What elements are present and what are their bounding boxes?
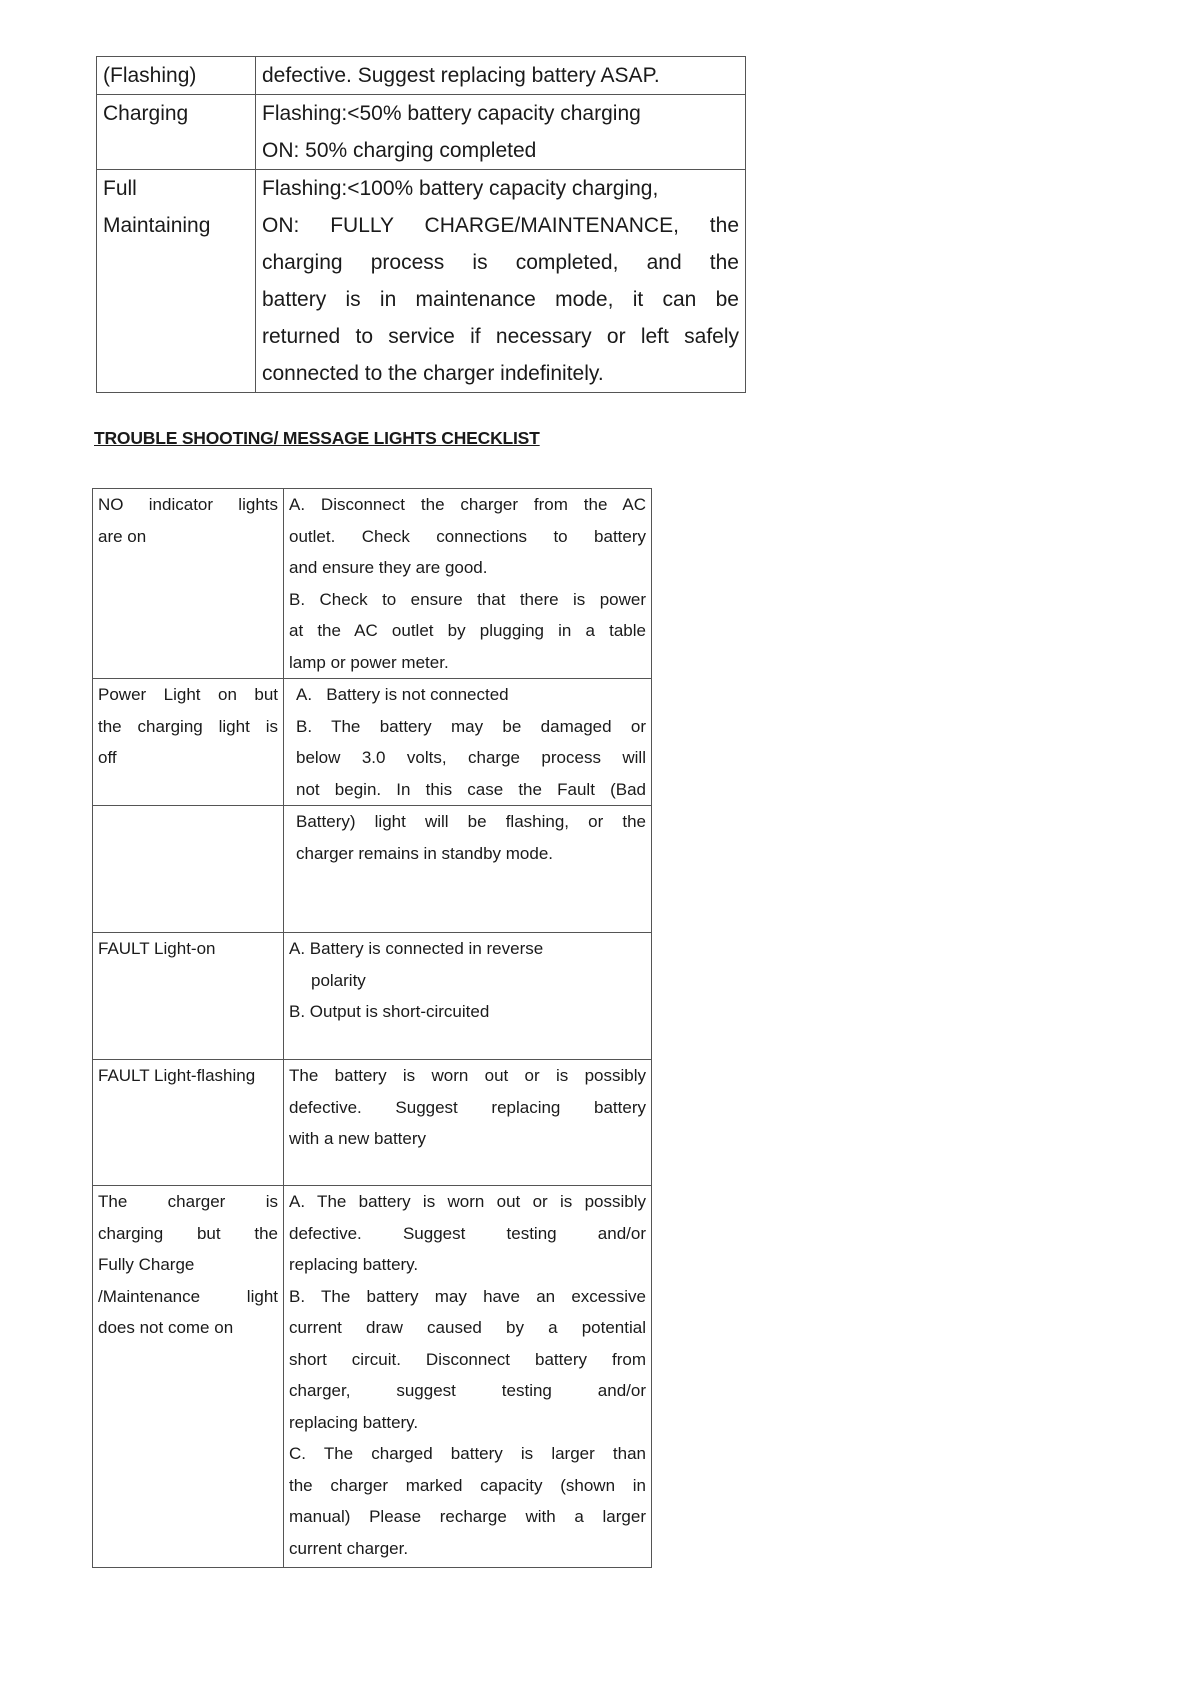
cell-text: A. Disconnect the charger from the AC [289, 495, 646, 514]
cell-text: with a new battery [289, 1129, 427, 1148]
cell-text: FAULT Light-on [98, 939, 216, 958]
cell-text: Flashing:<50% battery capacity charging [262, 102, 641, 125]
cell-text: Maintaining [103, 214, 211, 237]
cell-text: Fully Charge [98, 1255, 195, 1274]
table-row [93, 933, 652, 1060]
cell-text: FAULT Light-flashing [98, 1066, 256, 1085]
status-label-cell [97, 95, 256, 170]
remedy-cell [284, 679, 652, 806]
cell-text: lamp or power meter. [289, 652, 449, 672]
cell-text: short circuit. Disconnect battery from [289, 1349, 646, 1369]
cell-text: the charging light is [98, 716, 278, 736]
cell-text: charger remains in standby mode. [296, 843, 554, 863]
status-description-cell [256, 57, 746, 95]
cell-text: replacing battery. [289, 1412, 419, 1432]
cell-text: at the AC outlet by plugging in a table [289, 621, 646, 640]
indicator-status-table [96, 56, 746, 393]
cell-text: A. The battery is worn out or is possibly [289, 1192, 646, 1211]
cell-text: B. The battery may have an excessive [289, 1286, 646, 1306]
cell-text: Power Light on but [98, 685, 278, 704]
cell-text: current draw caused by a potential [289, 1318, 646, 1337]
cell-text: A. Battery is not connected [296, 685, 509, 704]
cell-text: battery is in maintenance mode, it can be [262, 288, 739, 311]
troubleshooting-table [92, 488, 652, 1568]
cell-text: returned to service if necessary or left safely [262, 325, 739, 348]
table-row [97, 170, 746, 393]
table-row [93, 806, 652, 933]
cell-text: the charger marked capacity (shown in [289, 1475, 646, 1495]
remedy-cell [284, 1186, 652, 1568]
cell-text: current charger. [289, 1538, 409, 1558]
status-label-cell [97, 170, 256, 393]
symptom-cell [93, 933, 284, 1060]
cell-text: B. Output is short-circuited [289, 1002, 490, 1021]
cell-text: B. Check to ensure that there is power [289, 589, 646, 609]
remedy-cell [284, 933, 652, 1060]
remedy-cell [284, 489, 652, 679]
cell-text: manual) Please recharge with a larger [289, 1507, 646, 1526]
cell-text: does not come on [98, 1318, 234, 1337]
remedy-cell [284, 1060, 652, 1186]
cell-text: ON: 50% charging completed [262, 139, 537, 162]
cell-text: and ensure they are good. [289, 558, 488, 577]
cell-text: The battery is worn out or is possibly [289, 1066, 646, 1085]
cell-text: outlet. Check connections to battery [289, 526, 646, 546]
symptom-cell [93, 1186, 284, 1568]
cell-text: below 3.0 volts, charge process will [296, 748, 646, 767]
cell-text: (Flashing) [103, 64, 197, 87]
cell-text: charging but the [98, 1223, 278, 1243]
cell-text: polarity [311, 970, 366, 990]
table-row [97, 95, 746, 170]
cell-text: Charging [103, 102, 189, 125]
cell-text: are on [98, 526, 147, 546]
table-row [93, 679, 652, 806]
remedy-cell [284, 806, 652, 933]
cell-text: connected to the charger indefinitely. [262, 362, 604, 385]
cell-text: The charger is [98, 1192, 278, 1211]
status-description-cell [256, 170, 746, 393]
cell-text: A. Battery is connected in reverse [289, 939, 544, 958]
cell-text: Full [103, 177, 137, 200]
cell-text: charger, suggest testing and/or [289, 1381, 646, 1400]
cell-text: defective. Suggest testing and/or [289, 1223, 646, 1243]
cell-text: charging process is completed, and the [262, 251, 739, 274]
cell-text: NO indicator lights [98, 495, 278, 514]
cell-text: C. The charged battery is larger than [289, 1444, 646, 1463]
cell-text: ON: FULLY CHARGE/MAINTENANCE, the [262, 214, 739, 237]
table-row [97, 57, 746, 95]
symptom-cell [93, 806, 284, 933]
cell-text: not begin. In this case the Fault (Bad [296, 779, 646, 799]
cell-text: defective. Suggest replacing battery [289, 1097, 646, 1117]
cell-text: replacing battery. [289, 1255, 419, 1274]
table-row [93, 1186, 652, 1568]
cell-text: B. The battery may be damaged or [296, 716, 646, 736]
status-description-cell [256, 95, 746, 170]
cell-text: defective. Suggest replacing battery ASAP. [262, 64, 660, 87]
cell-text: off [98, 748, 117, 767]
status-label-cell [97, 57, 256, 95]
cell-text: Flashing:<100% battery capacity charging, [262, 177, 659, 200]
cell-text: Battery) light will be flashing, or the [296, 812, 646, 831]
cell-text: /Maintenance light [98, 1286, 278, 1306]
section-heading: TROUBLE SHOOTING/ MESSAGE LIGHTS CHECKLIST [94, 428, 540, 448]
table-row [93, 489, 652, 679]
symptom-cell [93, 1060, 284, 1186]
symptom-cell [93, 679, 284, 806]
table-row [93, 1060, 652, 1186]
symptom-cell [93, 489, 284, 679]
